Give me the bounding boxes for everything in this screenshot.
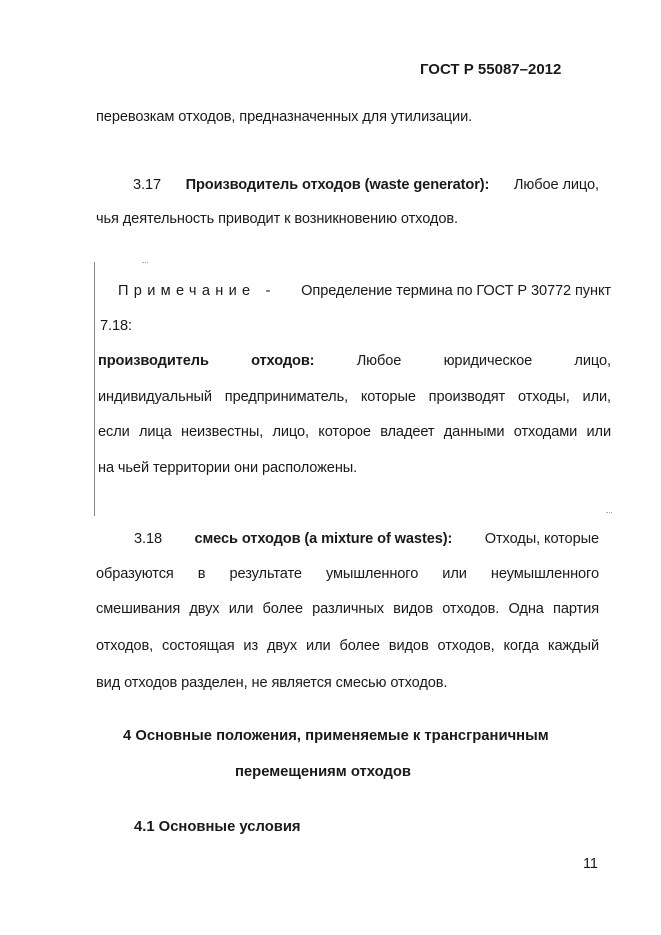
note-dash: -: [265, 283, 271, 299]
item-3-18-word: или: [442, 566, 467, 582]
note-line-6: на чьей территории они расположены.: [98, 460, 358, 476]
item-3-18-line-2: [96, 566, 599, 582]
page-number: 11: [583, 856, 598, 872]
note-def-word-2: юридическое: [443, 353, 533, 369]
section-4-title-line-2: перемещениям отходов: [235, 764, 412, 780]
item-3-17-definition-start: Любое лицо,: [513, 177, 599, 193]
note-reference: Определение термина по ГОСТ Р 30772 пункт: [301, 283, 611, 299]
note-line-2: 7.18:: [100, 318, 132, 334]
note-top-mark: [142, 262, 148, 263]
item-3-18-term: смесь отходов (a mixture of wastes):: [194, 531, 453, 547]
item-3-17-line-2: чья деятельность приводит к возникновению отходов.: [96, 211, 458, 227]
item-3-17-line-1: [133, 177, 599, 193]
item-3-17-number: 3.17: [133, 177, 162, 193]
item-3-18-word: в: [197, 566, 206, 582]
note-def-word-3: лицо,: [574, 353, 611, 369]
item-3-18-word: образуются: [96, 566, 174, 582]
note-line-4: индивидуальный предприниматель, которые производят отходы, или,: [98, 389, 611, 405]
note-term-word-2: отходов:: [251, 353, 315, 369]
item-3-18-word: результате: [229, 566, 302, 582]
item-3-18-word: умышленного: [325, 566, 419, 582]
note-left-border: [94, 262, 95, 516]
document-code: ГОСТ Р 55087–2012: [420, 61, 562, 78]
item-3-18-line-5: вид отходов разделен, не является смесью отходов.: [96, 675, 448, 691]
note-line-5: если лица неизвестны, лицо, которое владеет данными отходами или: [98, 424, 611, 440]
item-3-18-line-1: [134, 531, 599, 547]
note-line-3: [98, 353, 611, 369]
note-line-1: [118, 283, 611, 299]
item-3-18-line-4: отходов, состоящая из двух или более видов отходов, когда каждый: [96, 638, 599, 654]
item-3-18-definition-start: Отходы, которые: [484, 531, 599, 547]
section-4-1-title: 4.1 Основные условия: [134, 819, 301, 835]
note-title: Примечание: [118, 283, 256, 299]
continuation-line: перевозкам отходов, предназначенных для утилизации.: [96, 109, 473, 125]
note-bottom-mark: [606, 512, 612, 513]
item-3-18-line-3: смешивания двух или более различных видов отходов. Одна партия: [96, 601, 599, 617]
item-3-18-number: 3.18: [134, 531, 163, 547]
note-term-word-1: производитель: [98, 353, 209, 369]
section-4-title-line-1: 4 Основные положения, применяемые к трансграничным: [123, 728, 549, 744]
item-3-18-word: неумышленного: [490, 566, 599, 582]
note-def-word-1: Любое: [356, 353, 402, 369]
item-3-17-term: Производитель отходов (waste generator):: [185, 177, 490, 193]
